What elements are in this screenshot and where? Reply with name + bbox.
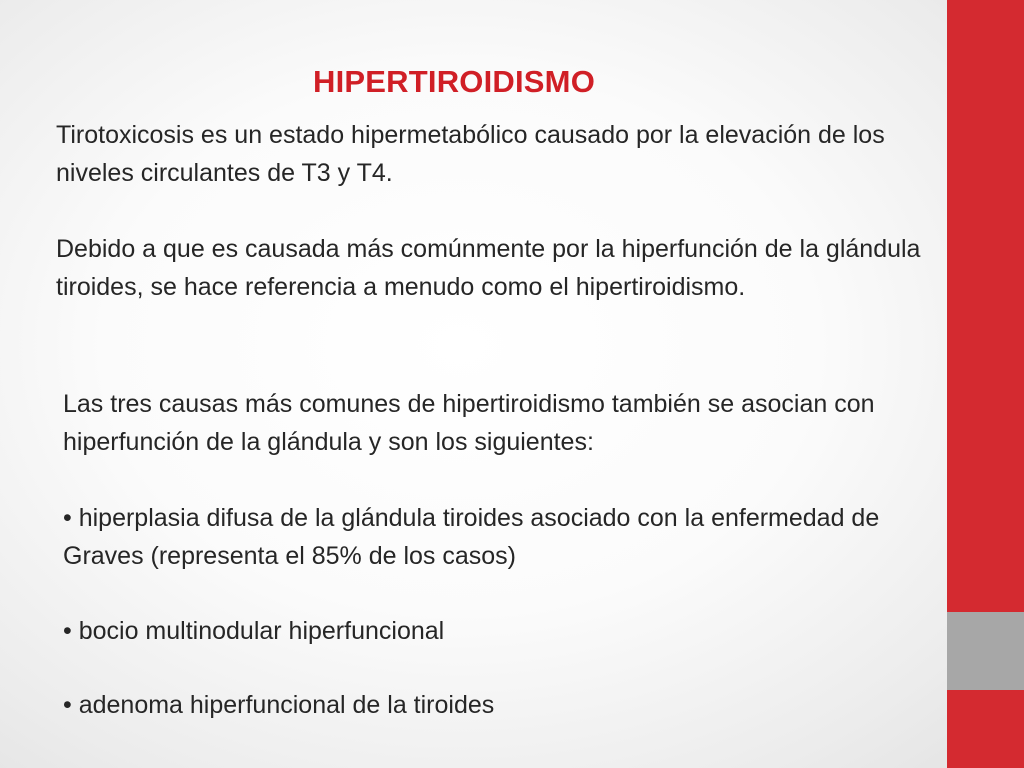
bullet-text: hiperplasia difusa de la glándula tiroides asociado con la enfermedad de Graves (representa el 85% de los casos)	[63, 504, 880, 570]
slide-title: HIPERTIROIDISMO	[313, 64, 596, 99]
decorative-band-gray	[947, 612, 1024, 690]
bullet-text: bocio multinodular hiperfuncional	[78, 617, 445, 645]
bullet-item	[63, 612, 923, 650]
paragraph-definition: Tirotoxicosis es un estado hipermetabólico causado por la elevación de los niveles circulantes de T3 y T4.	[56, 121, 885, 187]
bullet-text: adenoma hiperfuncional de la tiroides	[78, 691, 495, 719]
bullet-marker: •	[63, 691, 79, 719]
bullet-item	[63, 686, 923, 724]
bullet-item	[63, 499, 923, 575]
bullet-marker: •	[63, 504, 79, 532]
paragraph-cause: Debido a que es causada más comúnmente por la hiperfunción de la glándula tiroides, se hace referencia a menudo como el hipertiroidismo.	[56, 235, 921, 301]
decorative-band-red-bottom	[947, 690, 1024, 768]
decorative-band-red-top	[947, 0, 1024, 612]
bullet-marker: •	[63, 617, 79, 645]
paragraph-common-causes: Las tres causas más comunes de hipertiroidismo también se asocian con hiperfunción de la glándula y son los siguientes:	[63, 390, 875, 456]
